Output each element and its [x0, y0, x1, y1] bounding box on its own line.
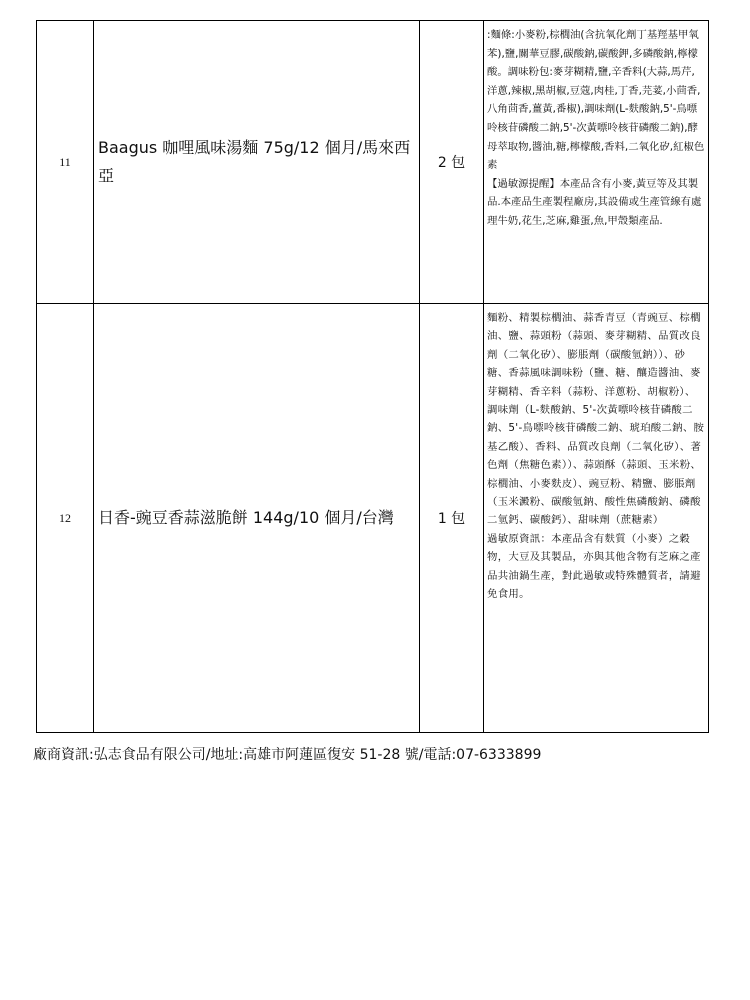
table-row: [37, 21, 709, 304]
allergen-text: 【過敏源提醒】本產品含有小麥,黃豆等及其製品.本產品生產製程廠房,其設備或生產管線有處理牛奶,花生,芝麻,雞蛋,魚,甲殼類產品.: [487, 177, 702, 227]
quantity: 2 包: [420, 21, 484, 304]
ingredients-cell: [484, 304, 709, 733]
item-number: 12: [37, 304, 94, 733]
manufacturer-info: 廠商資訊:弘志食品有限公司/地址:高雄市阿蓮區復安 51-28 號/電話:07-6333899: [33, 747, 542, 763]
table-row: [37, 304, 709, 733]
product-table: [36, 20, 709, 733]
product-name: Baagus 咖哩風味湯麵 75g/12 個月/馬來西亞: [94, 21, 420, 304]
quantity: 1 包: [420, 304, 484, 733]
ingredients-text: 麵粉、精製棕櫚油、蒜香青豆（青豌豆、棕櫚油、鹽、蒜頭粉（蒜頭、麥芽糊精、品質改良劑（二氧化矽）、膨脹劑（碳酸氫鈉））、砂糖、香蒜風味調味粉（鹽、糖、釀造醬油、麥芽糊精、香辛料（蒜粉、洋蔥粉、胡椒粉）、調味劑（L-麩酸鈉、5'-次黃嘌呤核苷磷酸二鈉、5'-鳥嘌呤核苷磷酸二鈉、琥珀酸二鈉、胺基乙酸）、香料、品質改良劑（二氧化矽）、著色劑（焦糖色素））、蒜頭酥（蒜頭、玉米粉、棕櫚油、小麥麩皮）、豌豆粉、精鹽、膨脹劑（玉米澱粉、碳酸氫鈉、酸性焦磷酸鈉、磷酸二氫鈣、碳酸鈣）、甜味劑（蔗糖素）: [487, 312, 705, 527]
product-name: 日香-豌豆香蒜滋脆餅 144g/10 個月/台灣: [94, 304, 420, 733]
ingredients-text: :麵條:小麥粉,棕櫚油(含抗氧化劑丁基羥基甲氧苯),鹽,關華豆膠,碳酸鈉,碳酸鉀,多磷酸鈉,檸檬酸。調味粉包:麥芽糊精,鹽,辛香料(大蒜,馬芹,洋蔥,辣椒,黑胡椒,豆蔻,肉桂,丁香,芫荽,小茴香,八角茴香,薑黃,番椒),調味劑(L-麩酸鈉,5'-鳥嘌呤核苷磷酸二鈉,5'-次黃嘌呤核苷磷酸二鈉),酵母萃取物,醬油,糖,檸檬酸,香料,二氧化矽,紅椒色素: [487, 29, 705, 172]
ingredients-cell: [484, 21, 709, 304]
allergen-text: 過敏原資訊：本產品含有麩質（小麥）之穀物，大豆及其製品，亦與其他含物有芝麻之產品共油鍋生產，對此過敏或特殊體質者，請避免食用。: [487, 532, 701, 601]
item-number: 11: [37, 21, 94, 304]
